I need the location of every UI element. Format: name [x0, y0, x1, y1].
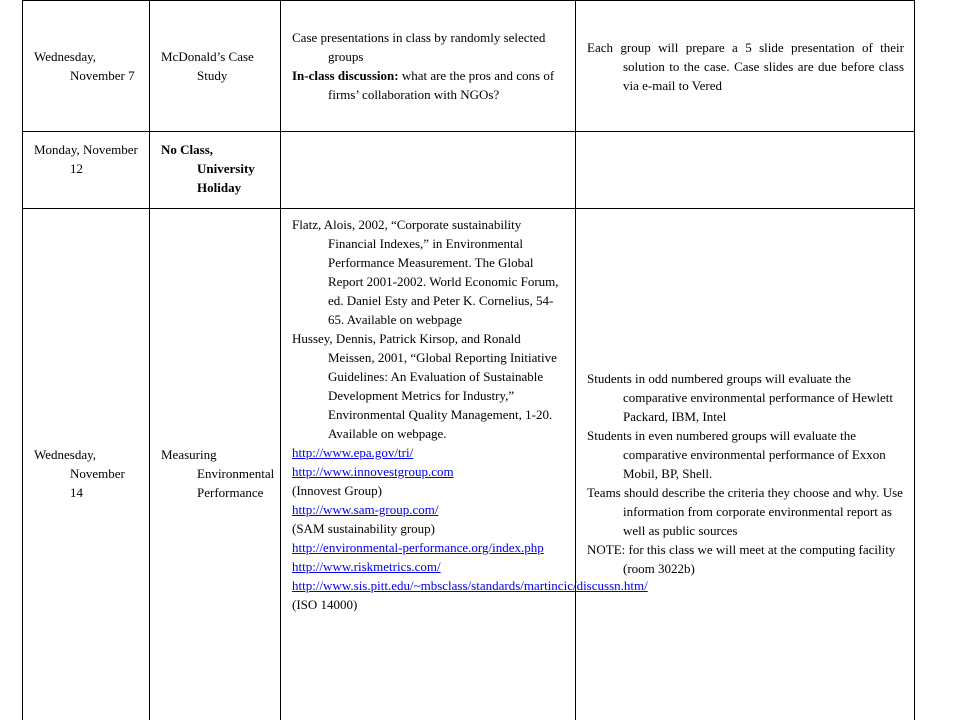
link-sam-group[interactable]: http://www.sam-group.com/	[292, 502, 439, 517]
date-rest: November 7	[70, 68, 135, 83]
table-row	[23, 132, 915, 209]
date-day: Monday,	[34, 142, 80, 157]
assignment-cell	[576, 1, 915, 132]
activity-cell	[281, 1, 576, 132]
reading-item: Hussey, Dennis, Patrick Kirsop, and Ronald Meissen, 2001, “Global Reporting Initiative Guidelines: An Evaluation of Sustainable Development Metrics for Industry,” Environmental Quality Management, 1-20. Available on webpage.	[292, 331, 557, 441]
date-day: Wednesday,	[34, 446, 97, 462]
table-row	[23, 209, 915, 720]
assignment-cell	[576, 132, 915, 209]
link-innovest[interactable]: http://www.innovestgroup.com	[292, 464, 454, 479]
topic-cell	[150, 132, 281, 209]
date-cell	[23, 209, 150, 720]
discussion-text: what are the pros and cons of firms’ collaboration with NGOs?	[328, 68, 555, 102]
date-cell	[23, 132, 150, 209]
link-riskmetrics[interactable]: http://www.riskmetrics.com/	[292, 559, 441, 574]
activity-line: Case presentations in class by randomly selected groups	[292, 30, 546, 64]
assignment-item: Students in even numbered groups will evaluate the comparative environmental performance of Exxon Mobil, BP, Shell.	[587, 427, 886, 481]
date-cell	[23, 1, 150, 132]
assignment-cell	[576, 209, 915, 720]
assignment-item: Teams should describe the criteria they choose and why. Use information from corporate environmental report as well as public sources	[587, 484, 903, 538]
readings-cell	[281, 209, 648, 720]
discussion-label: In-class discussion:	[292, 68, 399, 83]
topic-cell	[150, 209, 281, 720]
link-epa[interactable]: http://www.epa.gov/tri/	[292, 445, 414, 460]
topic-text: Measuring Environmental Performance	[161, 446, 275, 500]
date-day: Wednesday,	[34, 49, 97, 64]
link-environmental-performance[interactable]: http://environmental-performance.org/index.php	[292, 540, 544, 555]
assignment-note: NOTE: for this class we will meet at the computing facility (room 3022b)	[587, 541, 896, 576]
link-note: (ISO 14000)	[292, 597, 358, 612]
link-note: (SAM sustainability group)	[292, 521, 435, 536]
activity-cell	[281, 132, 576, 209]
table-row	[23, 1, 915, 132]
assignment-item: Students in odd numbered groups will evaluate the comparative environmental performance of Hewlett Packard, IBM, Intel	[587, 370, 893, 424]
syllabus-table	[22, 0, 915, 720]
activity-discussion	[292, 66, 565, 104]
assignment-text: Each group will prepare a 5 slide presentation of their solution to the case. Case slides are due before class via e-mail to Vered	[587, 39, 904, 93]
link-note: (Innovest Group)	[292, 483, 382, 498]
date-rest: November 12	[70, 142, 138, 176]
date-rest: November 14	[70, 465, 125, 500]
topic-cell	[150, 1, 281, 132]
topic-text: McDonald’s Case Study	[161, 49, 254, 83]
topic-text: No Class, University Holiday	[161, 142, 255, 195]
link-pitt-iso[interactable]: http://www.sis.pitt.edu/~mbsclass/standards/martincic/discussn.htm/	[292, 578, 648, 593]
reading-item: Flatz, Alois, 2002, “Corporate sustainability Financial Indexes,” in Environmental Performance Measurement. The Global Report 2001-2002. World Economic Forum, ed. Daniel Esty and Peter K. Cornelius, 54-65. Available on webpage	[292, 217, 559, 327]
